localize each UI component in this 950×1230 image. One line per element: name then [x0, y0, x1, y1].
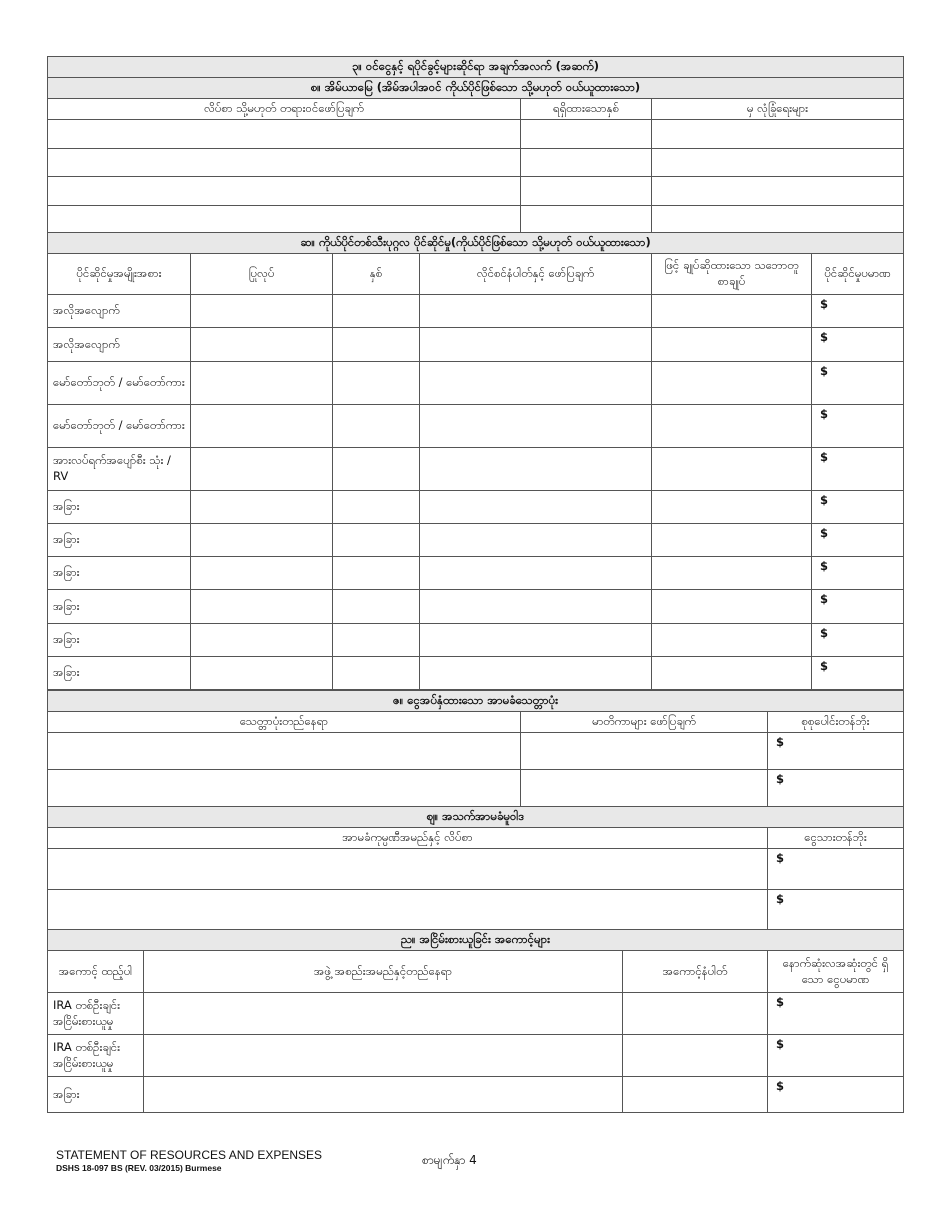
make-cell[interactable] — [191, 328, 333, 362]
year-cell[interactable] — [333, 448, 420, 491]
form-title: STATEMENT OF RESOURCES AND EXPENSES — [56, 1148, 323, 1162]
col-institution: အဖွဲ့ အစည်းအမည်နှင့်တည်နေရာ — [144, 951, 623, 993]
table-row — [48, 590, 904, 624]
col-security: မှ လုံခြုံရေးများ — [652, 98, 904, 119]
account-number-cell[interactable] — [623, 993, 768, 1035]
property-type: အခြား — [48, 624, 191, 657]
institution-cell[interactable] — [144, 993, 623, 1035]
value-cell[interactable]: $ — [768, 770, 904, 807]
property-type: အခြား — [48, 657, 191, 690]
address-cell[interactable] — [48, 119, 521, 148]
safe-deposit-table — [47, 690, 904, 807]
property-type: အခြား — [48, 557, 191, 590]
col-make: ပြုလုပ် — [191, 254, 333, 295]
account-type: အခြား — [48, 1077, 144, 1113]
year-cell[interactable] — [333, 491, 420, 524]
col-address: လိပ်စာ သို့မဟုတ် တရားဝင်ဖော်ပြချက် — [48, 98, 521, 119]
year-cell[interactable] — [333, 590, 420, 624]
value-cell[interactable]: $ — [812, 624, 904, 657]
col-property-type: ပိုင်ဆိုင်မှုအမျိုးအစား — [48, 254, 191, 295]
security-cell[interactable] — [652, 119, 904, 148]
value-cell[interactable]: $ — [812, 405, 904, 448]
location-cell[interactable] — [48, 770, 521, 807]
table-row — [48, 328, 904, 362]
contract-cell[interactable] — [652, 405, 812, 448]
property-type: အခြား — [48, 524, 191, 557]
col-year: နှစ် — [333, 254, 420, 295]
vehicles-title: ဆ။ ကိုယ်ပိုင်တစ်သီးပုဂ္ဂလ ပိုင်ဆိုင်မှု(ကိုယ်ပိုင်ဖြစ်သော သို့မဟုတ် ဝယ်ယူထားသော) — [48, 233, 904, 254]
license-cell[interactable] — [420, 624, 652, 657]
table-row — [48, 1035, 904, 1077]
table-row — [48, 733, 904, 770]
make-cell[interactable] — [191, 362, 333, 405]
address-cell[interactable] — [48, 148, 521, 176]
table-row — [48, 770, 904, 807]
property-type: မော်တော်ဘုတ် / မော်တော်ကား — [48, 405, 191, 448]
company-cell[interactable] — [48, 889, 768, 930]
institution-cell[interactable] — [144, 1035, 623, 1077]
make-cell[interactable] — [191, 624, 333, 657]
year-cell[interactable] — [333, 557, 420, 590]
license-cell[interactable] — [420, 362, 652, 405]
col-account-number: အကောင့်နံပါတ် — [623, 951, 768, 993]
institution-cell[interactable] — [144, 1077, 623, 1113]
license-cell[interactable] — [420, 657, 652, 690]
property-type: အခြား — [48, 590, 191, 624]
table-row — [48, 524, 904, 557]
table-row — [48, 848, 904, 889]
table-row — [48, 295, 904, 328]
table-row — [48, 657, 904, 690]
year-cell[interactable] — [521, 176, 652, 205]
account-number-cell[interactable] — [623, 1035, 768, 1077]
table-row — [48, 491, 904, 524]
year-cell[interactable] — [333, 624, 420, 657]
make-cell[interactable] — [191, 557, 333, 590]
security-cell[interactable] — [652, 148, 904, 176]
contract-cell[interactable] — [652, 624, 812, 657]
license-cell[interactable] — [420, 295, 652, 328]
col-box-location: သေတ္တာပုံးတည်နေရာ — [48, 712, 521, 733]
table-row — [48, 405, 904, 448]
value-cell[interactable]: $ — [812, 557, 904, 590]
year-cell[interactable] — [521, 119, 652, 148]
property-type: အလိုအလျောက် — [48, 295, 191, 328]
property-type: မော်တော်ဘုတ် / မော်တော်ကား — [48, 362, 191, 405]
make-cell[interactable] — [191, 491, 333, 524]
year-cell[interactable] — [333, 524, 420, 557]
year-cell[interactable] — [333, 405, 420, 448]
year-cell[interactable] — [521, 148, 652, 176]
vehicles-table — [47, 232, 904, 690]
license-cell[interactable] — [420, 524, 652, 557]
value-cell[interactable]: $ — [768, 889, 904, 930]
property-type: အလိုအလျောက် — [48, 328, 191, 362]
col-cash-value: ငွေသားတန်ဘိုး — [768, 828, 904, 849]
year-cell[interactable] — [333, 295, 420, 328]
col-contents: မာတိကာများ ဖော်ပြချက် — [521, 712, 768, 733]
value-cell[interactable]: $ — [812, 448, 904, 491]
contract-cell[interactable] — [652, 590, 812, 624]
safe-deposit-title: ဇ။ ငွေအပ်နှံထားသော အာမခံသေတ္တာပုံး — [48, 691, 904, 712]
life-insurance-table — [47, 806, 904, 931]
col-total-value: စုစုပေါင်းတန်ဘိုး — [768, 712, 904, 733]
value-cell[interactable]: $ — [768, 1035, 904, 1077]
retirement-table — [47, 929, 904, 1113]
value-cell[interactable]: $ — [812, 362, 904, 405]
security-cell[interactable] — [652, 205, 904, 233]
value-cell[interactable]: $ — [812, 657, 904, 690]
table-row — [48, 1077, 904, 1113]
col-property-value: ပိုင်ဆိုင်မှုပမာဏ — [812, 254, 904, 295]
contents-cell[interactable] — [521, 770, 768, 807]
make-cell[interactable] — [191, 590, 333, 624]
contract-cell[interactable] — [652, 328, 812, 362]
year-cell[interactable] — [333, 328, 420, 362]
license-cell[interactable] — [420, 328, 652, 362]
table-row — [48, 557, 904, 590]
security-cell[interactable] — [652, 176, 904, 205]
account-number-cell[interactable] — [623, 1077, 768, 1113]
table-row — [48, 993, 904, 1035]
real-estate-title: စ။ အိမ်ယာမြေ (အိမ်အပါအဝင် ကိုယ်ပိုင်ဖြစ်သော သို့မဟုတ် ဝယ်ယူထားသော) — [48, 78, 904, 99]
value-cell[interactable]: $ — [812, 590, 904, 624]
make-cell[interactable] — [191, 657, 333, 690]
account-type: IRA တစ်ဦးချင်း အငြိမ်းစားယူမှု — [48, 1035, 144, 1077]
table-row — [48, 624, 904, 657]
life-insurance-title: ဈ။ အသက်အာမခံမူဝါဒ — [48, 807, 904, 828]
col-license: လိုင်စင်နံပါတ်နှင့် ဖော်ပြချက် — [420, 254, 652, 295]
col-account-type: အကောင့် ထည့်ပါ — [48, 951, 144, 993]
value-cell[interactable]: $ — [812, 491, 904, 524]
location-cell[interactable] — [48, 733, 521, 770]
contract-cell[interactable] — [652, 557, 812, 590]
col-year-acquired: ရရှိထားသောနှစ် — [521, 98, 652, 119]
year-cell[interactable] — [333, 362, 420, 405]
value-cell[interactable]: $ — [768, 993, 904, 1035]
account-type: IRA တစ်ဦးချင်း အငြိမ်းစားယူမှု — [48, 993, 144, 1035]
contract-cell[interactable] — [652, 491, 812, 524]
table-row — [48, 448, 904, 491]
property-type: အခြား — [48, 491, 191, 524]
license-cell[interactable] — [420, 491, 652, 524]
value-cell[interactable]: $ — [768, 1077, 904, 1113]
page-number: စာမျက်နှာ 4 — [422, 1153, 477, 1167]
make-cell[interactable] — [191, 295, 333, 328]
value-cell[interactable]: $ — [768, 733, 904, 770]
make-cell[interactable] — [191, 524, 333, 557]
make-cell[interactable] — [191, 448, 333, 491]
license-cell[interactable] — [420, 590, 652, 624]
col-month-end-balance: နောက်ဆုံးလအဆုံးတွင် ရှိသော ငွေပမာဏ — [768, 951, 904, 993]
form-number: DSHS 18-097 BS (REV. 03/2015) Burmese — [56, 1163, 222, 1173]
table-row — [48, 362, 904, 405]
section-title: ၃။ ဝင်ငွေနှင့် ရပိုင်ခွင့်များဆိုင်ရာ အချက်အလက် (အဆက်) — [48, 57, 904, 78]
license-cell[interactable] — [420, 448, 652, 491]
real-estate-table — [47, 56, 904, 234]
property-type: အားလပ်ရက်အပျော်စီး သုံး / RV — [48, 448, 191, 491]
value-cell[interactable]: $ — [812, 295, 904, 328]
year-cell[interactable] — [521, 205, 652, 233]
contract-cell[interactable] — [652, 524, 812, 557]
retirement-title: ည။ အငြိမ်းစားယူခြင်း အကောင့်များ — [48, 930, 904, 951]
address-cell[interactable] — [48, 176, 521, 205]
value-cell[interactable]: $ — [812, 328, 904, 362]
contract-cell[interactable] — [652, 295, 812, 328]
col-contract: ဖြင့် ချုပ်ဆိုထားသော သဘောတူစာချုပ် — [652, 254, 812, 295]
value-cell[interactable]: $ — [812, 524, 904, 557]
contract-cell[interactable] — [652, 362, 812, 405]
contents-cell[interactable] — [521, 733, 768, 770]
contract-cell[interactable] — [652, 448, 812, 491]
contract-cell[interactable] — [652, 657, 812, 690]
table-row — [48, 889, 904, 930]
make-cell[interactable] — [191, 405, 333, 448]
value-cell[interactable]: $ — [768, 848, 904, 889]
license-cell[interactable] — [420, 405, 652, 448]
address-cell[interactable] — [48, 205, 521, 233]
year-cell[interactable] — [333, 657, 420, 690]
col-company: အာမခံကုမ္ပဏီအမည်နှင့် လိပ်စာ — [48, 828, 768, 849]
company-cell[interactable] — [48, 848, 768, 889]
license-cell[interactable] — [420, 557, 652, 590]
